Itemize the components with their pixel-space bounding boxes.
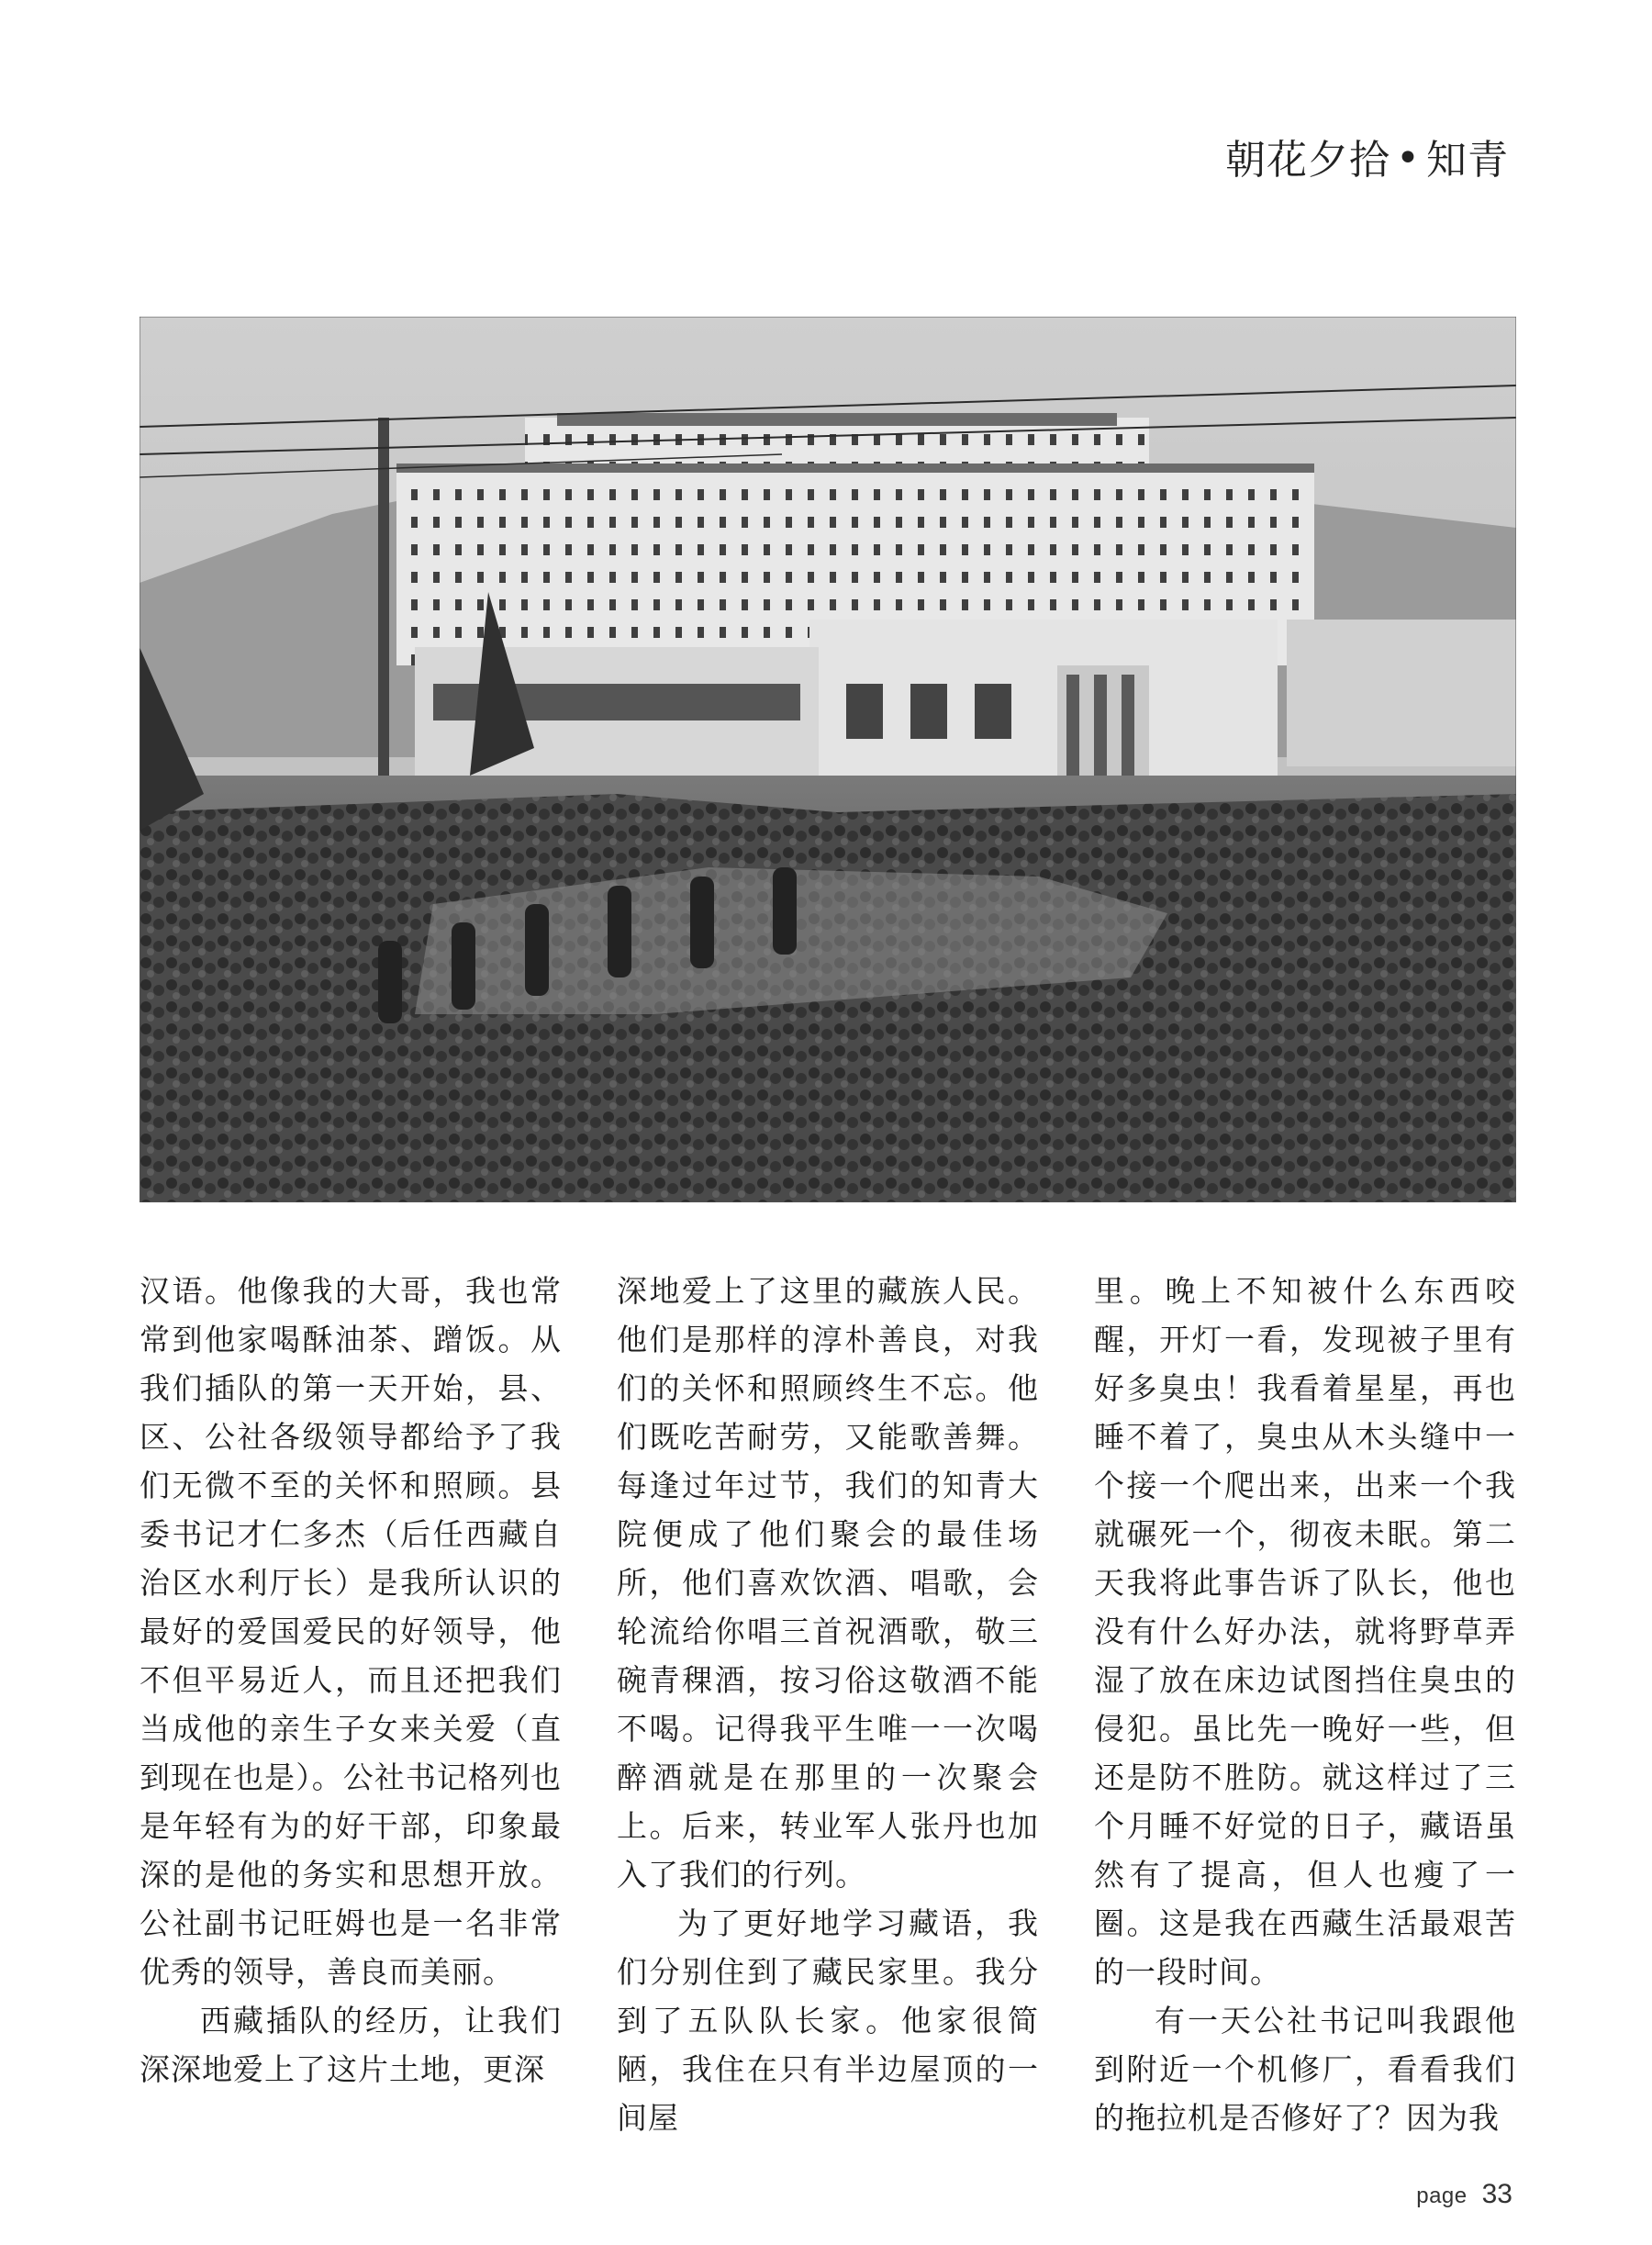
page-label: page (1416, 2184, 1468, 2208)
column-3 (1094, 1267, 1516, 2136)
paragraph: 西藏插队的经历，让我们深深地爱上了这片土地，更深 (140, 2003, 562, 2087)
section-header (1225, 127, 1509, 185)
paragraph: 有一天公社书记叫我跟他到附近一个机修厂，看看我们的拖拉机是否修好了？因为我 (1094, 2003, 1516, 2136)
historical-photo (140, 317, 1516, 1202)
section-separator: • (1396, 135, 1421, 182)
paragraph: 深地爱上了这里的藏族人民。他们是那样的淳朴善良，对我们的关怀和照顾终生不忘。他们既吃苦耐劳，又能歌善舞。每逢过年过节，我们的知青大院便成了他们聚会的最佳场所，他们喜欢饮酒、唱歌，会轮流给你唱三首祝酒歌，敬三碗青稞酒，按习俗这敬酒不能不喝。记得我平生唯一一次喝醉酒就是在那里的一次聚会上。后来，转业军人张丹也加入了我们的行列。 (617, 1273, 1039, 1893)
page-footer (1416, 2179, 1512, 2210)
crowd-palace-photo-illustration (140, 317, 1516, 1202)
section-prefix: 朝花夕拾 (1225, 137, 1391, 184)
column-2 (617, 1267, 1039, 2136)
article-columns (140, 1267, 1516, 2136)
paragraph: 里。晚上不知被什么东西咬醒，开灯一看，发现被子里有好多臭虫！我看着星星，再也睡不着了，臭虫从木头缝中一个接一个爬出来，出来一个我就碾死一个，彻夜未眠。第二天我将此事告诉了队长，他也没有什么好办法，就将野草弄湿了放在床边试图挡住臭虫的侵犯。虽比先一晚好一些，但还是防不胜防。就这样过了三个月睡不好觉的日子，藏语虽然有了提高，但人也瘦了一圈。这是我在西藏生活最艰苦的一段时间。 (1094, 1273, 1516, 1990)
column-1 (140, 1267, 562, 2087)
section-name: 知青 (1426, 137, 1509, 184)
paragraph: 为了更好地学习藏语，我们分别住到了藏民家里。我分到了五队队长家。他家很简陋，我住在只有半边屋顶的一间屋 (617, 1905, 1039, 2136)
page-number: 33 (1481, 2179, 1512, 2209)
paragraph: 汉语。他像我的大哥，我也常常到他家喝酥油茶、蹭饭。从我们插队的第一天开始，县、区、公社各级领导都给予了我们无微不至的关怀和照顾。县委书记才仁多杰（后任西藏自治区水利厅长）是我所认识的最好的爱国爱民的好领导，他不但平易近人，而且还把我们当成他的亲生子女来关爱（直到现在也是）。公社书记格列也是年轻有为的好干部，印象最深的是他的务实和思想开放。公社副书记旺姆也是一名非常优秀的领导，善良而美丽。 (140, 1273, 562, 1990)
